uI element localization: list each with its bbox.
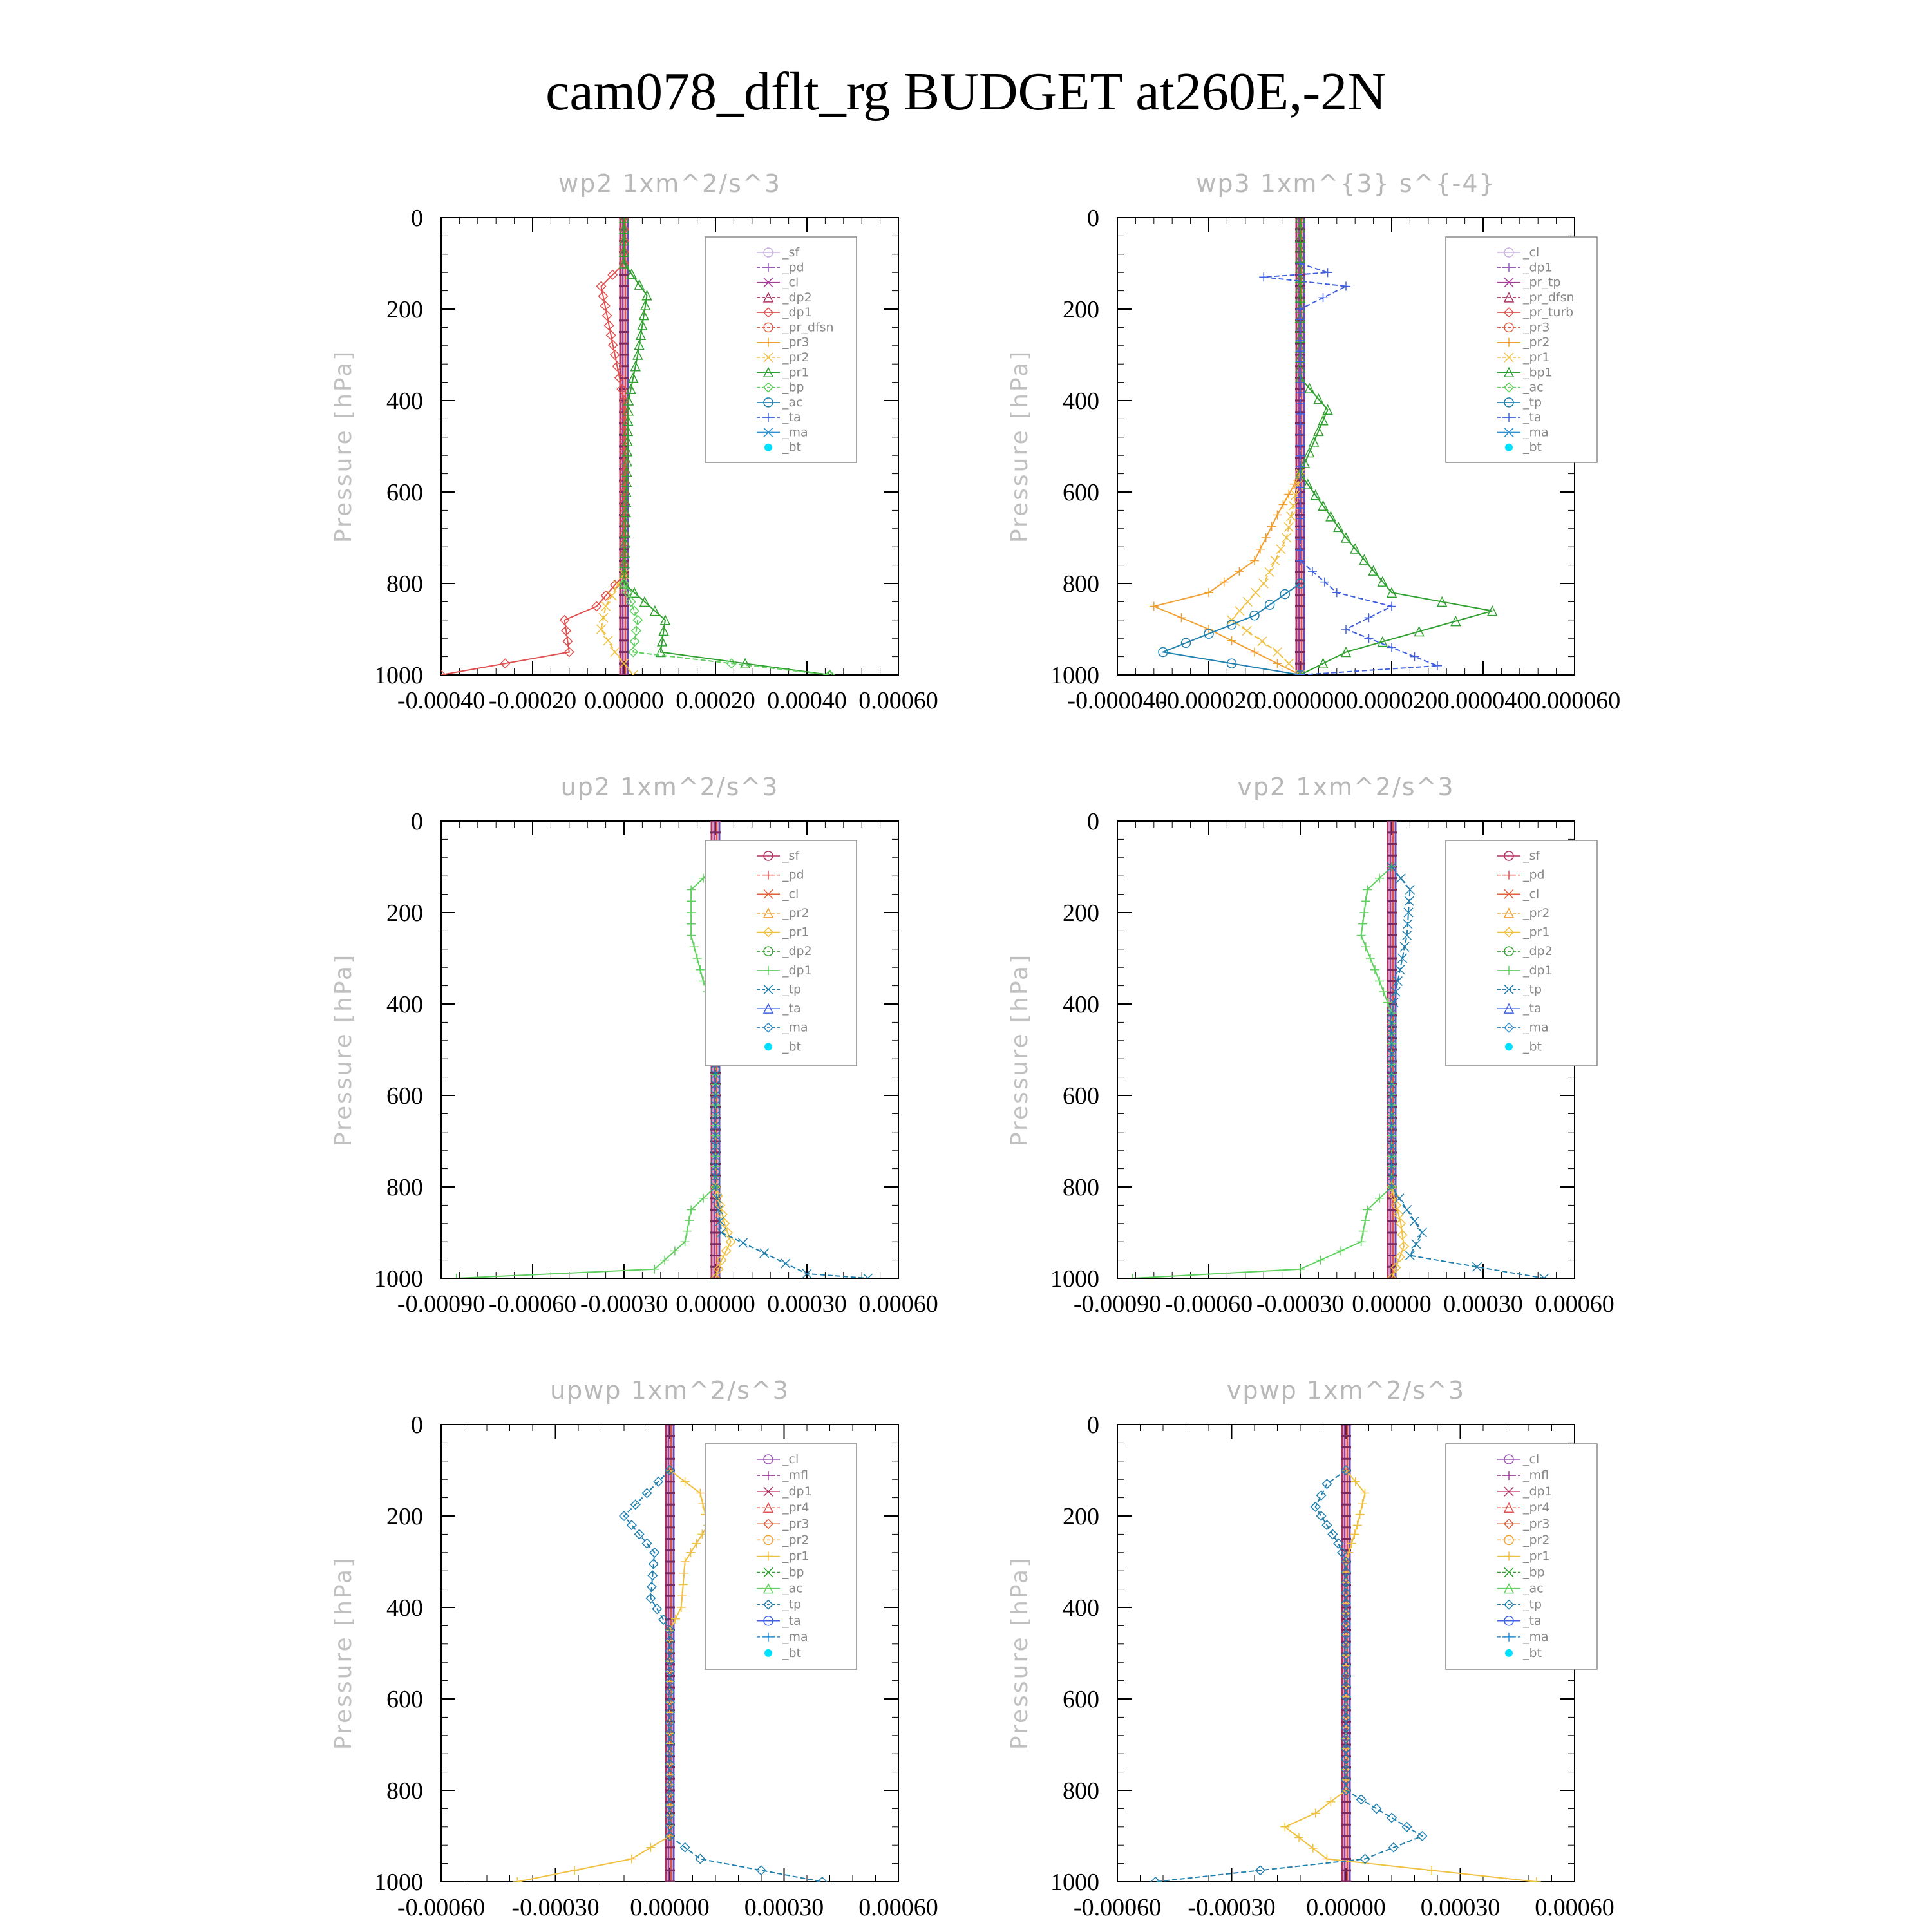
x-tick-label: -0.00030 [580,1291,668,1318]
series-marker [739,1238,748,1247]
y-tick-label: 200 [1063,296,1099,323]
series-marker [1271,556,1280,565]
legend-box [1446,1444,1597,1669]
legend-label: _bp [782,380,804,395]
series-marker [1296,1265,1305,1274]
panel-4 [1007,773,1615,1318]
legend-label: _pr2 [1523,905,1550,920]
legend-marker [1505,1649,1513,1657]
legend-label: _sf [1523,849,1540,863]
y-axis-label: Pressure [hPa] [1007,349,1033,544]
legend-label: _cl [1523,887,1540,902]
series-marker [1282,533,1291,542]
legend-label: _mfl [1523,1468,1549,1483]
series-marker [1204,588,1213,597]
y-tick-label: 600 [1063,1686,1099,1713]
y-axis-label: Pressure [hPa] [1007,1556,1033,1750]
series-marker [1258,637,1267,646]
panel-title: vp2 1xm^2/s^3 [1237,773,1455,801]
x-tick-label: -0.00090 [1073,1291,1162,1318]
x-tick-label: 0.00020 [676,687,755,714]
series-marker [1259,272,1268,281]
series-marker [690,942,699,951]
x-tick-label: -0.00060 [397,1894,486,1921]
legend-label: _pr_turb [1523,305,1574,320]
x-tick-label: 0.00060 [858,687,938,714]
legend-label: _dp1 [1523,963,1553,978]
legend-label: _pr1 [1523,350,1550,365]
series-marker [1276,545,1285,554]
series-marker [1403,1206,1412,1215]
series-marker [1220,578,1229,587]
y-tick-label: 200 [386,296,423,323]
y-tick-label: 1000 [374,662,423,689]
panel-title: wp2 1xm^2/s^3 [558,169,781,198]
legend [1446,840,1597,1066]
series-marker [693,954,702,963]
legend-box [1446,237,1597,462]
x-tick-label: 0.00060 [1535,1291,1615,1318]
series-marker [677,1603,686,1612]
legend-marker [764,444,772,451]
y-tick-label: 400 [386,1595,423,1622]
y-tick-label: 1000 [1050,662,1099,689]
y-tick-label: 600 [386,1083,423,1110]
legend [705,237,857,462]
x-tick-label: -0.00060 [1164,1291,1253,1318]
series-marker [1387,602,1396,611]
legend-marker [1505,1043,1513,1050]
series-marker [627,1855,636,1864]
x-tick-label: 0.00060 [858,1291,938,1318]
legend-label: _pr_dfsn [1523,290,1575,305]
series-marker [1387,1814,1396,1823]
series-marker [630,607,639,616]
series-line-ta [1264,263,1437,675]
y-tick-label: 1000 [374,1265,423,1293]
panel-6 [1007,1376,1615,1921]
series-marker [1410,1217,1419,1226]
series-marker [1227,636,1236,645]
series-marker [696,965,705,974]
series-marker [1375,977,1384,986]
legend-label: _tp [782,982,802,997]
y-tick-label: 1000 [374,1869,423,1896]
y-tick-label: 800 [1063,1174,1099,1201]
panel-2 [1007,169,1620,714]
y-tick-label: 800 [1063,571,1099,598]
legend-label: _ma [782,425,808,440]
series-marker [1273,648,1282,657]
legend-label: _pr2 [782,350,810,365]
x-tick-label: 0.000060 [1528,687,1621,714]
legend-label: _pr1 [782,365,810,380]
legend-label: _ac [1523,380,1544,395]
legend-label: _ta [782,1613,801,1628]
series-marker [1372,1804,1381,1813]
series-marker [692,1539,701,1548]
x-tick-label: -0.000040 [1067,687,1168,714]
panel-title: vpwp 1xm^2/s^3 [1226,1376,1466,1405]
series-marker [1433,661,1442,670]
legend-label: _pr2 [782,1533,810,1548]
y-tick-label: 0 [411,808,423,835]
legend-box [705,1444,857,1669]
x-tick-label: -0.00060 [488,1291,577,1318]
x-tick-label: -0.00030 [1188,1894,1276,1921]
x-tick-label: 0.00000 [1306,1894,1386,1921]
legend-label: _ac [782,1581,803,1596]
legend-label: _pr1 [782,1549,810,1564]
legend-label: _bt [1523,440,1542,455]
legend [705,1444,857,1669]
legend-label: _ta [782,1001,801,1016]
legend-label: _bp [1523,1565,1545,1580]
series-marker [1316,1256,1325,1265]
y-tick-label: 200 [1063,900,1099,927]
series-marker [1359,1227,1368,1236]
y-tick-label: 400 [386,991,423,1018]
series-marker [1256,545,1265,554]
x-tick-label: 0.000040 [1437,687,1530,714]
series-marker [1365,613,1374,622]
series-marker [1410,652,1419,661]
series-marker [1341,625,1350,634]
series-marker [1347,1539,1356,1548]
legend-label: _pr1 [782,925,810,940]
series-marker [1259,579,1268,588]
panel-title: upwp 1xm^2/s^3 [550,1376,790,1405]
legend-label: _bp1 [1523,365,1553,380]
legend-label: _cl [1523,1452,1540,1466]
legend-label: _bt [1523,1645,1542,1660]
x-tick-label: -0.00060 [1073,1894,1162,1921]
series-marker [1235,567,1244,576]
series-marker [1357,1237,1366,1246]
legend-label: _dp1 [1523,1484,1553,1499]
series-marker [1284,659,1293,668]
y-tick-label: 600 [386,1686,423,1713]
legend-label: _dp1 [782,1484,812,1499]
series-line-pr2 [1154,474,1300,675]
legend-label: _pd [782,867,804,882]
series-marker [1317,1491,1326,1500]
series-marker [687,908,696,917]
legend-label: _ac [1523,1581,1544,1596]
legend-label: _pr4 [1523,1501,1550,1515]
x-tick-label: 0.00000 [630,1894,710,1921]
legend-label: _pr3 [1523,1517,1550,1531]
legend-label: _dp2 [782,944,812,959]
series-marker [683,1227,692,1236]
series-marker [646,1843,655,1852]
legend-marker [764,1649,772,1657]
legend-label: _ta [782,410,801,425]
series-marker [687,920,696,929]
x-tick-label: 0.00060 [1535,1894,1615,1921]
y-tick-label: 800 [386,571,423,598]
legend-label: _tp [1523,1597,1542,1612]
x-tick-label: 0.00000 [584,687,664,714]
series-marker [1267,522,1276,531]
panel-title: wp3 1xm^{3} s^{-4} [1196,169,1496,198]
y-tick-label: 600 [1063,1083,1099,1110]
y-tick-label: 0 [411,205,423,232]
series-marker [599,613,608,622]
legend-label: _ma [782,1629,808,1644]
legend-label: _ta [1523,410,1542,425]
series-marker [1273,659,1282,668]
y-axis-label: Pressure [hPa] [1007,952,1033,1147]
series-marker [1358,1499,1367,1508]
legend-label: _cl [1523,245,1540,260]
series-marker [603,636,612,645]
x-tick-label: -0.000020 [1159,687,1259,714]
y-tick-label: 1000 [1050,1265,1099,1293]
legend-label: _dp1 [1523,260,1553,275]
x-tick-label: -0.00040 [397,687,486,714]
legend-label: _bt [1523,1039,1542,1054]
series-marker [1356,1510,1365,1519]
x-tick-label: -0.00030 [511,1894,600,1921]
legend-label: _cl [782,887,799,902]
legend-label: _ma [1523,425,1549,440]
y-axis-label: Pressure [hPa] [330,1556,357,1750]
series-marker [1250,556,1259,565]
series-marker [1379,987,1388,996]
series-marker [687,931,696,940]
series-marker [677,1591,687,1600]
legend-label: _pr2 [1523,1533,1550,1548]
legend-label: _ma [782,1020,808,1035]
series-marker [1262,533,1271,542]
series-marker [1357,931,1366,940]
y-tick-label: 0 [1087,205,1099,232]
legend-label: _pr1 [1523,1549,1550,1564]
series-marker [1427,1866,1436,1875]
y-axis-label: Pressure [hPa] [330,952,357,1147]
legend-label: _dp2 [1523,944,1553,959]
legend-box [705,237,857,462]
series-marker [611,648,620,657]
x-tick-label: 0.000000 [1254,687,1347,714]
legend-label: _cl [782,1452,799,1466]
series-marker [1417,1228,1426,1237]
x-tick-label: 0.00000 [1352,1291,1432,1318]
legend-label: _pd [1523,867,1545,882]
panel-5 [330,1376,938,1921]
series-marker [1243,597,1252,606]
legend-label: _tp [1523,982,1542,997]
x-tick-label: -0.00030 [1256,1291,1345,1318]
legend-label: _pr4 [782,1501,810,1515]
series-marker [1365,634,1374,643]
x-tick-label: -0.00090 [397,1291,486,1318]
legend-label: _sf [782,849,800,863]
series-marker [1251,588,1260,597]
legend [705,840,857,1066]
legend-label: _pr3 [782,335,810,350]
panel-1 [330,169,938,714]
legend-label: _ta [1523,1001,1542,1016]
series-marker [1265,567,1274,576]
legend-label: _pr_tp [1523,275,1561,290]
legend-label: _ac [782,395,803,410]
series-marker [1341,282,1350,291]
series-marker [760,1249,769,1258]
y-tick-label: 800 [1063,1777,1099,1804]
series-group [1150,213,1497,679]
legend-label: _tp [1523,395,1542,410]
series-marker [1273,511,1282,520]
legend [1446,237,1597,462]
series-marker [1319,293,1328,302]
series-line-dp1 [1133,867,1392,1278]
legend [1446,1444,1597,1669]
series-marker [781,1259,790,1268]
x-tick-label: -0.00020 [488,687,577,714]
legend-label: _pr3 [1523,320,1550,335]
series-marker [679,1580,688,1589]
y-tick-label: 200 [386,1503,423,1530]
series-marker [1387,643,1396,652]
series-marker [1353,1520,1362,1530]
legend-label: _pr3 [782,1517,810,1531]
series-marker [685,1216,694,1225]
series-marker [1336,1246,1345,1255]
series-marker [1358,920,1367,929]
legend-box [705,840,857,1066]
series-marker [1284,522,1293,531]
x-tick-label: 0.00030 [744,1894,824,1921]
legend-label: _sf [782,245,800,260]
series-line-dp1 [457,867,715,1278]
legend-label: _pr_dfsn [782,320,834,335]
x-tick-label: 0.00030 [767,1291,847,1318]
legend-label: _pd [782,260,804,275]
series-marker [681,1557,690,1566]
legend-label: _bp [782,1565,804,1580]
series-marker [1366,954,1375,963]
series-marker [1405,896,1414,905]
legend-label: _pr2 [782,905,810,920]
y-tick-label: 600 [1063,479,1099,506]
y-tick-label: 200 [386,900,423,927]
series-marker [570,1866,579,1875]
series-marker [1359,908,1368,917]
series-marker [1361,1216,1370,1225]
panel-3 [330,773,938,1318]
series-marker [607,591,616,600]
series-marker [1412,1240,1421,1249]
series-marker [671,1615,680,1624]
y-tick-label: 800 [386,1777,423,1804]
legend-label: _pr1 [1523,925,1550,940]
legend-marker [1505,444,1513,451]
series-line-pr1 [517,1470,708,1882]
series-marker [1278,500,1287,509]
legend-label: _dp1 [782,963,812,978]
y-tick-label: 0 [1087,1412,1099,1439]
legend-label: _mfl [782,1468,808,1483]
series-marker [679,1569,688,1578]
legend-label: _dp1 [782,305,812,320]
series-marker [1396,874,1405,883]
legend-label: _ma [1523,1020,1549,1035]
figure-title: cam078_dflt_rg BUDGET at260E,-2N [545,62,1387,122]
y-tick-label: 0 [411,1412,423,1439]
y-tick-label: 600 [386,479,423,506]
series-marker [1235,607,1244,616]
x-tick-label: 0.00040 [767,687,847,714]
x-tick-label: 0.00000 [676,1291,755,1318]
y-tick-label: 400 [1063,991,1099,1018]
y-tick-label: 400 [1063,1595,1099,1622]
legend-label: _ta [1523,1613,1542,1628]
series-marker [1242,626,1251,635]
y-tick-label: 200 [1063,1503,1099,1530]
series-marker [513,1877,522,1886]
series-marker [1532,1877,1541,1886]
y-tick-label: 0 [1087,808,1099,835]
series-marker [1323,268,1332,277]
legend-label: _bt [782,1645,802,1660]
legend-label: _pr2 [1523,335,1550,350]
series-marker [1150,602,1159,611]
series-marker [1250,648,1259,657]
series-marker [1370,965,1379,974]
y-tick-label: 1000 [1050,1869,1099,1896]
series-marker [687,896,696,905]
x-tick-label: 0.00060 [858,1894,938,1921]
x-tick-label: 0.00030 [1420,1894,1501,1921]
legend-label: _bt [782,1039,802,1054]
legend-label: _ma [1523,1629,1549,1644]
x-tick-label: 0.00030 [1443,1291,1523,1318]
series-marker [1177,613,1186,622]
y-tick-label: 800 [386,1174,423,1201]
y-axis-label: Pressure [hPa] [330,349,357,544]
series-marker [1287,512,1296,521]
series-marker [1317,1511,1326,1520]
legend-label: _tp [782,1597,802,1612]
legend-marker [764,1043,772,1050]
y-tick-label: 400 [1063,388,1099,415]
x-tick-label: 0.000020 [1345,687,1438,714]
series-line-tp [1155,1470,1422,1882]
panel-title: up2 1xm^2/s^3 [560,773,779,801]
y-tick-label: 400 [386,388,423,415]
legend-label: _bt [782,440,802,455]
legend-label: _dp2 [782,290,812,305]
series-marker [1361,942,1370,951]
series-marker [687,1548,696,1557]
series-marker [1350,1530,1359,1539]
series-marker [1361,896,1370,905]
legend-box [1446,840,1597,1066]
legend-label: _cl [782,275,799,290]
